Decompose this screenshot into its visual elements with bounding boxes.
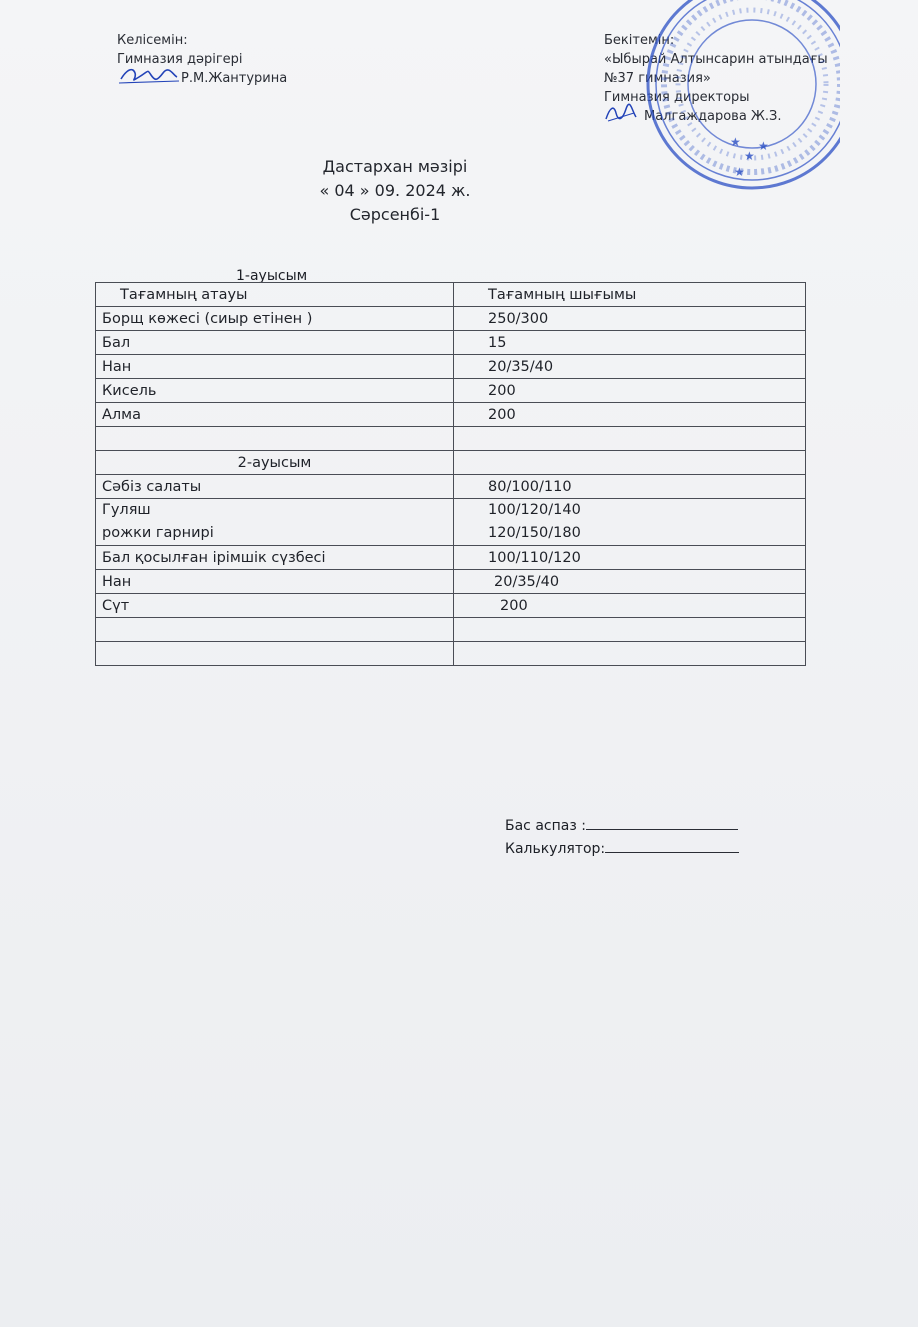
dish-name: Бал (96, 331, 454, 355)
dish-portion: 20/35/40 (454, 355, 806, 379)
dish-portion: 100/120/140 (488, 502, 581, 518)
dish-name: рожки гарнирі (102, 525, 214, 541)
agreed-label: Келісемін: (117, 33, 188, 48)
doctor-signature-row (117, 69, 287, 88)
dish-name: Нан (96, 570, 454, 594)
approval-block-left (117, 31, 287, 88)
director-signature-icon (604, 101, 638, 125)
table-row (96, 546, 806, 570)
school-stamp-icon (640, 0, 840, 196)
dish-name: Нан (96, 355, 454, 379)
footer-signatures (505, 815, 739, 861)
dish-name: Бал қосылған ірімшік сүзбесі (96, 546, 454, 570)
menu-table (95, 282, 806, 666)
svg-text:★: ★ (744, 149, 755, 163)
school-name-line2: №37 гимназия» (604, 71, 711, 86)
doctor-title: Гимназия дәрігері (117, 52, 243, 67)
chef-signature-line (505, 815, 739, 838)
dish-name: Алма (96, 403, 454, 427)
director-title: Гимназия директоры (604, 90, 750, 105)
empty-cell (454, 451, 806, 475)
table-row (96, 355, 806, 379)
table-row (96, 331, 806, 355)
table-row (96, 499, 806, 546)
dish-portion: 20/35/40 (454, 570, 806, 594)
dish-portion: 200 (454, 594, 806, 618)
dish-portion: 200 (454, 379, 806, 403)
table-row (96, 570, 806, 594)
table-row (96, 379, 806, 403)
dish-portion: 15 (454, 331, 806, 355)
calculator-blank-line (605, 839, 739, 853)
dish-name: Борщ көжесі (сиыр етінен ) (96, 307, 454, 331)
calculator-label: Калькулятор: (505, 841, 606, 857)
chef-blank-line (586, 816, 738, 830)
director-name: Малгаждарова Ж.З. (644, 109, 782, 124)
dish-name: Сәбіз салаты (96, 475, 454, 499)
table-row (96, 475, 806, 499)
chef-label: Бас аспаз : (505, 818, 586, 834)
dish-portion: 250/300 (454, 307, 806, 331)
table-row (96, 403, 806, 427)
dish-portion: 80/100/110 (454, 475, 806, 499)
empty-cell (96, 618, 454, 642)
dish-portion-header: Тағамның шығымы (454, 283, 806, 307)
dish-portion: 200 (454, 403, 806, 427)
dish-name: Сүт (96, 594, 454, 618)
menu-day: Сәрсенбі-1 (349, 205, 441, 224)
table-header-row (96, 283, 806, 307)
dish-name-cell (96, 499, 454, 546)
svg-text:★: ★ (730, 135, 741, 149)
shift2-header-row (96, 451, 806, 475)
table-row-empty (96, 427, 806, 451)
svg-text:★: ★ (734, 165, 745, 179)
calculator-signature-line (505, 838, 739, 861)
shift2-label: 2-ауысым (96, 451, 454, 475)
empty-cell (96, 642, 454, 666)
svg-text:★: ★ (758, 139, 769, 153)
empty-cell (454, 618, 806, 642)
school-name-line1: «Ыбырай Алтынсарин атындағы (604, 52, 828, 67)
empty-cell (454, 642, 806, 666)
empty-cell (96, 427, 454, 451)
dish-name-header: Тағамның атауы (96, 283, 454, 307)
shift1-label: 1-ауысым (236, 268, 308, 284)
dish-name: Кисель (96, 379, 454, 403)
table-row (96, 594, 806, 618)
menu-title-block (250, 155, 540, 227)
menu-date: « 04 » 09. 2024 ж. (319, 181, 471, 200)
dish-name: Гуляш (102, 502, 151, 518)
doctor-signature-icon (117, 63, 181, 89)
table-row (96, 307, 806, 331)
menu-title: Дастархан мәзірі (322, 157, 468, 176)
dish-portion: 100/110/120 (454, 546, 806, 570)
approved-label: Бекітемін: (604, 33, 675, 48)
doctor-name: Р.М.Жантурина (181, 71, 288, 86)
dish-portion-cell (454, 499, 806, 546)
empty-cell (454, 427, 806, 451)
table-row-empty (96, 642, 806, 666)
table-row-empty (96, 618, 806, 642)
dish-portion: 120/150/180 (488, 525, 581, 541)
